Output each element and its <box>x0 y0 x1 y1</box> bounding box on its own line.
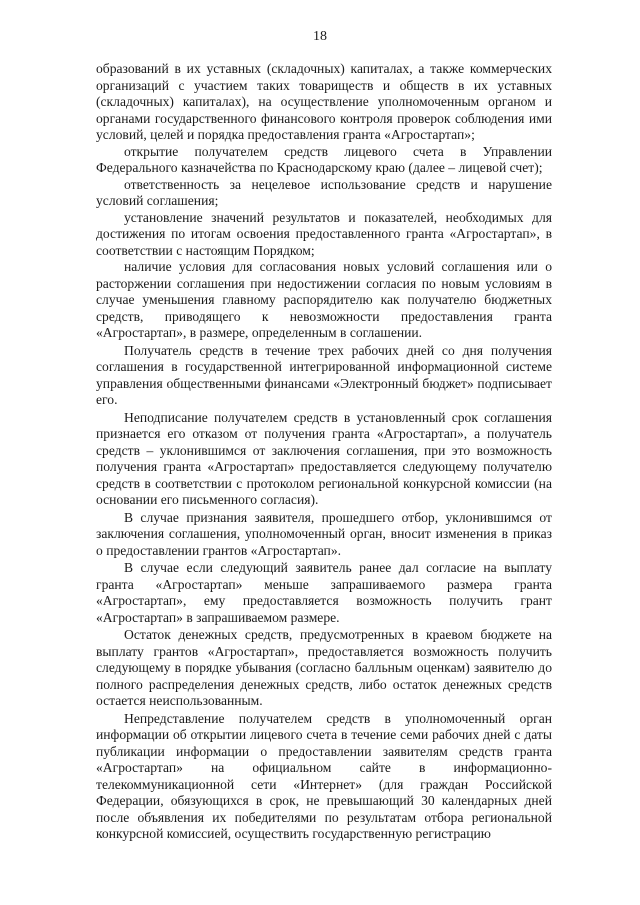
paragraph-new-conditions: наличие условия для согласования новых условий соглашения или о расторжении соглашения при недостижении согласия по новым условиям в случае уменьшения главному распорядителю как получателю бюджетных средств, приводящего к невозможности предоставления гранта «Агростартап», в размере, определенным в соглашении. <box>96 259 552 340</box>
paragraph-personal-account: открытие получателем средств лицевого счета в Управлении Федерального казначейства по Краснодарскому краю (далее – лицевой счет); <box>96 143 552 175</box>
paragraph-non-submission: Непредставление получателем средств в уполномоченный орган информации об открытии лицевого счета в течение семи рабочих дней с даты публикации информации о предоставлении заявителям средств гранта «Агростартап» на официальном сайте в информационно-телекоммуникационной сети «Интернет» (для граждан Российской Федерации, обязующихся в срок, не превышающий 30 календарных дней после объявления их победителями по результатам отбора региональной конкурсной комиссией, осуществить государственную регистрацию <box>96 710 552 841</box>
paragraph-remaining-funds: Остаток денежных средств, предусмотренных в краевом бюджете на выплату грантов «Агростартап», предоставляется возможность получить следующему в порядке убывания (согласно балльным оценкам) заявителю до полного распределения денежных средств, либо остаток денежных средств остается неиспользованным. <box>96 627 552 708</box>
page-number: 18 <box>313 29 327 44</box>
document-body <box>96 61 552 843</box>
paragraph-next-applicant: В случае если следующий заявитель ранее дал согласие на выплату гранта «Агростартап» меньше запрашиваемого размера гранта «Агростартап», ему предоставляется возможность получить грант «Агростартап» в запрашиваемом размере. <box>96 560 552 625</box>
paragraph-results-indicators: установление значений результатов и показателей, необходимых для достижения по итогам освоения предоставленного гранта «Агростартап», в соответствии с настоящим Порядком; <box>96 209 552 258</box>
paragraph-responsibility: ответственность за нецелевое использование средств и нарушение условий соглашения; <box>96 176 552 208</box>
paragraph-continuation: образований в их уставных (складочных) капиталах, а также коммерческих организаций с участием таких товариществ и обществ в их уставных (складочных) капиталах), на осуществление уполномоченным органом и органами государственного финансового контроля проверок соблюдения ими условий, целей и порядка предоставления гранта «Агростартап»; <box>96 61 552 142</box>
paragraph-signing: Получатель средств в течение трех рабочих дней со дня получения соглашения в государственной интегрированной информационной системе управления общественными финансами «Электронный бюджет» подписывает его. <box>96 342 552 407</box>
paragraph-evasion: В случае признания заявителя, прошедшего отбор, уклонившимся от заключения соглашения, уполномоченный орган, вносит изменения в приказ о предоставлении грантов «Агростартап». <box>96 509 552 558</box>
paragraph-non-signing: Неподписание получателем средств в установленный срок соглашения признается его отказом от получения гранта «Агростартап», а получатель средств – уклонившимся от заключения соглашения, при это возможность получения гранта «Агростартап» предоставляется следующему получателю средств в соответствии с протоколом региональной конкурсной комиссии (на основании его письменного согласия). <box>96 409 552 507</box>
